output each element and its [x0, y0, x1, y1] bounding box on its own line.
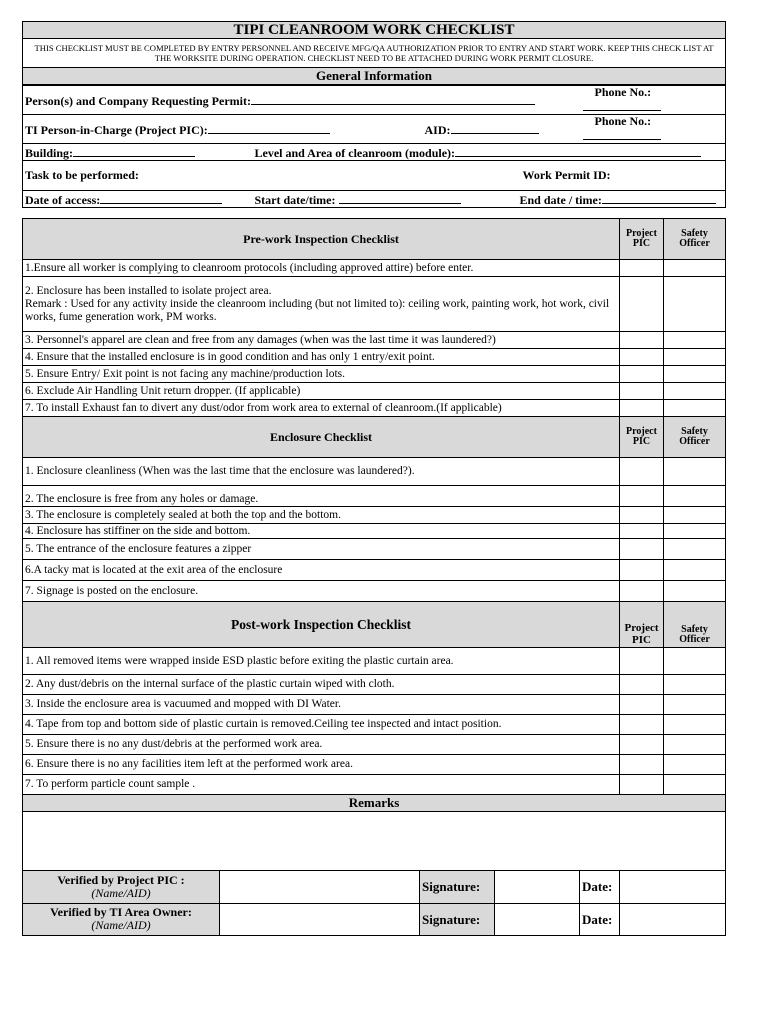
phone2-label: Phone No.: [594, 114, 652, 128]
level-area-line [455, 145, 701, 157]
task-field[interactable] [23, 161, 581, 191]
general-info-fields [22, 85, 726, 208]
verify-pic-name-field[interactable] [220, 871, 420, 903]
prework-item-4: 4. Ensure that the installed enclosure is in good condition and has only 1 entry/exit point. [23, 349, 620, 366]
prework-item-1-safety-check[interactable] [664, 260, 726, 277]
postwork-item-1-pic-check[interactable] [620, 648, 664, 675]
enclosure-item-6-safety-check[interactable] [664, 560, 726, 581]
enclosure-item-1-safety-check[interactable] [664, 458, 726, 486]
verify-owner-label-cell [23, 903, 220, 935]
end-time-line [602, 192, 716, 204]
postwork-item-3: 3. Inside the enclosure area is vacuumed and mopped with DI Water. [23, 695, 620, 715]
prework-item-3-safety-check[interactable] [664, 332, 726, 349]
task-label: Task to be performed: [25, 168, 139, 182]
prework-item-2-remark: Remark : Used for any activity inside the cleanroom including (but not limited to): ceiling work, painting work, hot work, civil works, fume generation work, PM works. [25, 297, 610, 323]
level-area-field[interactable] [253, 144, 726, 161]
postwork-item-6: 6. Ensure there is no any facilities item left at the performed work area. [23, 755, 620, 775]
prework-item-4-pic-check[interactable] [620, 349, 664, 366]
prework-item-2-pic-check[interactable] [620, 277, 664, 332]
persons-requesting-line [251, 93, 535, 105]
prework-item-2 [23, 277, 620, 332]
prework-item-2-text: 2. Enclosure has been installed to isolate project area. [25, 284, 272, 297]
persons-requesting-field[interactable] [23, 86, 581, 115]
end-time-field[interactable] [519, 191, 726, 208]
prework-item-5: 5. Ensure Entry/ Exit point is not facing any machine/production lots. [23, 366, 620, 383]
enclosure-item-4: 4. Enclosure has stiffiner on the side and bottom. [23, 524, 620, 539]
work-permit-label: Work Permit ID: [522, 168, 611, 182]
prework-item-4-safety-check[interactable] [664, 349, 726, 366]
prework-item-1: 1.Ensure all worker is complying to cleanroom protocols (including approved attire) before enter. [23, 260, 620, 277]
prework-heading: Pre-work Inspection Checklist [23, 219, 620, 260]
end-time-label: End date / time: [519, 192, 602, 207]
enclosure-item-7: 7. Signage is posted on the enclosure. [23, 581, 620, 602]
verification-table [22, 871, 726, 936]
start-time-label: Start date/time: [254, 192, 336, 207]
entry-notice: THIS CHECKLIST MUST BE COMPLETED BY ENTRY PERSONNEL AND RECEIVE MFG/QA AUTHORIZATION PRIOR TO ENTRY AND START WORK. KEEP THIS CHECK LIST AT THE WORKSITE DURING OPERATION. CHECKLIST NEED TO BE ATTACHED DURING WORK PERMIT CLOSURE. [23, 39, 726, 68]
postwork-heading: Post-work Inspection Checklist [23, 602, 620, 648]
date-access-label: Date of access: [25, 192, 101, 207]
postwork-item-6-safety-check[interactable] [664, 755, 726, 775]
general-info-heading: General Information [23, 68, 726, 85]
enclosure-item-6-pic-check[interactable] [620, 560, 664, 581]
project-pic-line [208, 122, 330, 134]
building-field[interactable] [23, 144, 253, 161]
document-title: TIPI CLEANROOM WORK CHECKLIST [23, 22, 726, 39]
postwork-item-3-safety-check[interactable] [664, 695, 726, 715]
work-permit-field[interactable] [522, 161, 726, 191]
prework-col-pic: Project PIC [620, 219, 664, 260]
prework-col-safety: Safety Officer [664, 219, 726, 260]
postwork-item-4: 4. Tape from top and bottom side of plastic curtain is removed.Ceiling tee inspected and intact position. [23, 715, 620, 735]
postwork-item-6-pic-check[interactable] [620, 755, 664, 775]
postwork-item-2-pic-check[interactable] [620, 675, 664, 695]
enclosure-item-6: 6.A tacky mat is located at the exit area of the enclosure [23, 560, 620, 581]
postwork-item-4-safety-check[interactable] [664, 715, 726, 735]
prework-item-2-safety-check[interactable] [664, 277, 726, 332]
enclosure-col-pic: Project PIC [620, 417, 664, 458]
enclosure-heading: Enclosure Checklist [23, 417, 620, 458]
project-pic-field[interactable] [23, 115, 423, 144]
enclosure-item-1-pic-check[interactable] [620, 458, 664, 486]
level-area-label: Level and Area of cleanroom (module): [254, 145, 456, 160]
phone2-line [583, 128, 661, 140]
aid-field[interactable] [423, 115, 581, 144]
enclosure-item-7-pic-check[interactable] [620, 581, 664, 602]
prework-item-7-pic-check[interactable] [620, 400, 664, 417]
postwork-col-safety: Safety Officer [664, 602, 726, 648]
prework-item-5-safety-check[interactable] [664, 366, 726, 383]
postwork-col-pic: Project PIC [620, 602, 664, 648]
enclosure-item-2: 2. The enclosure is free from any holes or damage. [23, 486, 620, 507]
enclosure-item-3-pic-check[interactable] [620, 507, 664, 524]
postwork-item-1-safety-check[interactable] [664, 648, 726, 675]
postwork-item-5: 5. Ensure there is no any dust/debris at the performed work area. [23, 735, 620, 755]
verify-owner-name-aid: (Name/AID) [91, 918, 151, 932]
verify-owner-label: Verified by TI Area Owner: [50, 905, 192, 919]
enclosure-item-7-safety-check[interactable] [664, 581, 726, 602]
remarks-box[interactable] [23, 812, 726, 871]
postwork-item-5-safety-check[interactable] [664, 735, 726, 755]
verify-owner-date-label: Date: [580, 903, 620, 935]
verify-pic-signature-label: Signature: [420, 871, 495, 903]
enclosure-item-4-pic-check[interactable] [620, 524, 664, 539]
prework-item-7: 7. To install Exhaust fan to divert any dust/odor from work area to external of cleanroom.(If applicable) [23, 400, 620, 417]
checklist-sheet [22, 21, 725, 936]
verify-owner-name-field[interactable] [220, 903, 420, 935]
postwork-item-7-pic-check[interactable] [620, 775, 664, 795]
enclosure-item-2-safety-check[interactable] [664, 486, 726, 507]
postwork-item-4-pic-check[interactable] [620, 715, 664, 735]
aid-line [451, 122, 539, 134]
verify-pic-label: Verified by Project PIC : [57, 872, 185, 887]
postwork-item-7: 7. To perform particle count sample . [23, 775, 620, 795]
phone1-field[interactable] [581, 86, 726, 115]
enclosure-item-5: 5. The entrance of the enclosure features a zipper [23, 539, 620, 560]
prework-item-1-pic-check[interactable] [620, 260, 664, 277]
postwork-item-7-safety-check[interactable] [664, 775, 726, 795]
checklist-table [22, 218, 726, 871]
phone2-field[interactable] [581, 115, 726, 144]
date-access-line [100, 192, 222, 204]
verify-owner-signature-label: Signature: [420, 903, 495, 935]
verify-pic-date-field[interactable] [620, 871, 726, 903]
verify-pic-date-label: Date: [580, 871, 620, 903]
enclosure-col-safety: Safety Officer [664, 417, 726, 458]
prework-item-6-safety-check[interactable] [664, 383, 726, 400]
postwork-item-5-pic-check[interactable] [620, 735, 664, 755]
remarks-heading: Remarks [23, 795, 726, 812]
postwork-item-1: 1. All removed items were wrapped inside ESD plastic before exiting the plastic curtain area. [23, 648, 620, 675]
enclosure-item-3: 3. The enclosure is completely sealed at both the top and the bottom. [23, 507, 620, 524]
enclosure-item-4-safety-check[interactable] [664, 524, 726, 539]
prework-item-6: 6. Exclude Air Handling Unit return dropper. (If applicable) [23, 383, 620, 400]
verify-pic-name-aid: (Name/AID) [91, 885, 151, 900]
postwork-item-3-pic-check[interactable] [620, 695, 664, 715]
project-pic-label: TI Person-in-Charge (Project PIC): [25, 122, 208, 137]
enclosure-item-5-pic-check[interactable] [620, 539, 664, 560]
prework-item-3-pic-check[interactable] [620, 332, 664, 349]
phone1-label: Phone No.: [594, 85, 652, 99]
enclosure-item-3-safety-check[interactable] [664, 507, 726, 524]
start-time-line [339, 192, 461, 204]
verify-pic-signature-field[interactable] [495, 871, 580, 903]
verify-pic-label-cell [23, 871, 220, 903]
postwork-item-2: 2. Any dust/debris on the internal surface of the plastic curtain wiped with cloth. [23, 675, 620, 695]
enclosure-item-2-pic-check[interactable] [620, 486, 664, 507]
general-info-table [22, 21, 726, 85]
date-access-field[interactable] [23, 191, 253, 208]
prework-item-6-pic-check[interactable] [620, 383, 664, 400]
enclosure-item-1: 1. Enclosure cleanliness (When was the last time that the enclosure was laundered?). [23, 458, 620, 486]
verify-owner-date-field[interactable] [620, 903, 726, 935]
prework-item-3: 3. Personnel's apparel are clean and free from any damages (when was the last time it was laundered?) [23, 332, 620, 349]
enclosure-item-5-safety-check[interactable] [664, 539, 726, 560]
phone1-line [583, 99, 661, 111]
verify-owner-signature-field[interactable] [495, 903, 580, 935]
prework-item-5-pic-check[interactable] [620, 366, 664, 383]
aid-label: AID: [424, 122, 451, 137]
prework-item-7-safety-check[interactable] [664, 400, 726, 417]
persons-requesting-label: Person(s) and Company Requesting Permit: [25, 93, 251, 108]
postwork-item-2-safety-check[interactable] [664, 675, 726, 695]
building-line [73, 145, 195, 157]
building-label: Building: [25, 145, 74, 160]
